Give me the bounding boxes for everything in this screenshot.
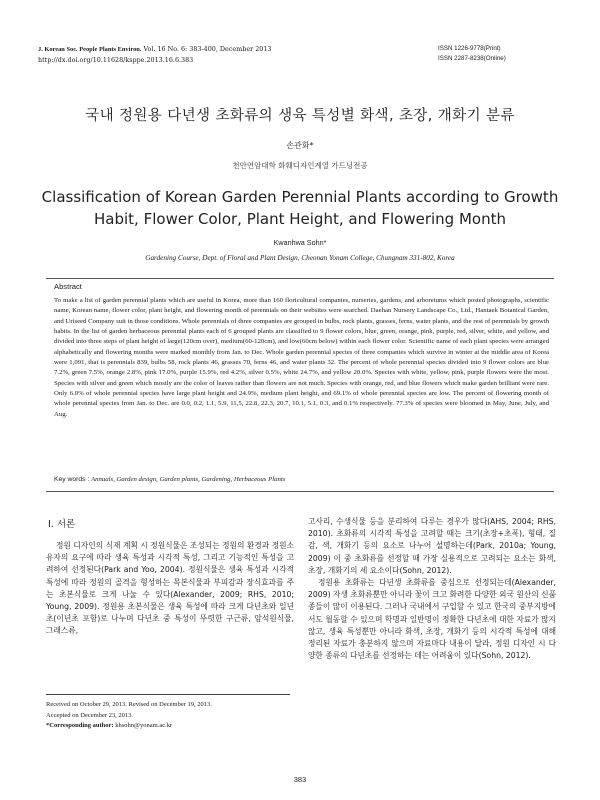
corresponding-email[interactable]: khsohn@yonam.ac.kr — [115, 722, 173, 729]
title-english: Classification of Korean Garden Perennial Plants according to Growth Habit, Flower Color, Plant Height, and Flowering Month — [41, 188, 559, 228]
issn-block — [438, 44, 558, 64]
corresponding-label: *Corresponding author: — [46, 722, 114, 729]
keywords — [54, 476, 549, 483]
abstract-heading: Abstract — [54, 282, 82, 291]
author-english: Kwanhwa Sohn* — [273, 238, 327, 247]
footnote-divider — [46, 694, 290, 695]
issn-online: ISSN 2287-8238(Online) — [438, 55, 506, 62]
affiliation-english: Gardening Course, Dept. of Floral and Plant Design, Cheonan Yonam College, Chungnam 331-802, Korea — [145, 254, 455, 262]
body-column-left — [46, 540, 294, 638]
journal-header — [38, 44, 271, 65]
corresponding-note — [46, 721, 296, 732]
page-number: 383 — [293, 775, 307, 784]
title-korean: 국내 정원용 다년생 초화류의 생육 특성별 화색, 초장, 개화기 분류 — [85, 108, 515, 124]
affiliation-korean: 천안연암대학 화훼디자인계열 가드닝전공 — [232, 161, 368, 170]
body-paragraph: 고사리, 수생식물 등을 분리하여 다루는 경우가 많다(AHS, 2004; RHS, 2010). 초화류의 시각적 특성을 고려할 때는 크기(초장+초폭), 형태, 질감, 색, 개화기 등의 요소로 나누어 설명하는데(Park, 2010a; Young, 2009) 이 중 초화류를 선정할 때 가장 실용적으로 고려되는 요소는 화색, 초장, 개화기의 세 요소이다(Sohn, 2012). — [308, 517, 556, 575]
issn-print: ISSN 1226-9778(Print) — [438, 45, 501, 52]
journal-name: J. Korean Soc. People Plants Environ. — [38, 46, 142, 53]
footnotes — [46, 700, 296, 732]
received-note: Received on October 29, 2013. Revised on December 19, 2013. — [46, 701, 212, 708]
keywords-label: Key words : — [54, 476, 90, 483]
accepted-note: Accepted on December 23, 2013. — [46, 711, 133, 719]
body-paragraph: 정원 디자인의 식재 계획 시 정원식물은 조성되는 정원의 환경과 정원소유자의 요구에 따라 생육 특성과 시각적 특성, 그리고 기능적인 특성을 고려하여 선정된다(Park and Yoo, 2004). 정원식물은 생육 특성과 시각적 특성에 따라 정원의 골격을 형성하는 목본식물과 부피감과 장식효과를 주는 초본식물로 크게 나눌 수 있다(Alexander, 2009; RHS, 2010; Young, 2009). 정원용 초본식물은 생육 특성에 따라 크게 다년초와 일년초(이년초 포함)로 나누며 다년초 중 특성이 뚜렷한 구근류, 암석원식물, 그래스류, — [46, 541, 294, 636]
author-korean: 손관화* — [286, 141, 314, 150]
doi-link[interactable]: http://dx.doi.org/10.11628/ksppe.2013.16.6.383 — [38, 56, 194, 64]
body-paragraph: 정원용 초화류는 다년생 초화류를 중심으로 선정되는데(Alexander, 2009) 자생 초화류뿐만 아니라 꽃이 크고 화려한 다양한 외국 원산의 신품종들이 많이 이용된다. 그러나 국내에서 구입할 수 있고 한국의 중부지방에서도 월동할 수 있으며 학명과 일반명이 정확한 다년초에 대한 자료가 많지 않고, 생육 특성뿐만 아니라 화색, 초장, 개화기 등의 시각적 특성에 대해 정리된 자료가 충분하지 않으며 자료마다 내용이 달라, 정원 디자인 시 다양한 종류의 다년초를 선정하는 데는 어려움이 있다(Sohn, 2012). — [308, 578, 556, 661]
abstract-text: To make a list of garden perennial plants which are useful in Korea, more than 160 floricultural companies, nurseries, gardens, and arboretums which posted photographs, scientific name, Korean name, flower color, plant height, and flowering month of perennials on their websites were searched. Daehan Nursery Landscape Co., Ltd., Hantaek Botanical Garden, and Uriseed Company suit in those conditions. Whole perennials of three companies are grouped in bulbs, rock plants, grasses, ferns, water plants, and the rest of perennials by growth habits. In the list of garden herbaceous perennial plants each of 6 grouped plants are classified to 9 flower colors, blue, green, orange, pink, purple, red, silver, white, and yellow, and divided into three steps of plant height of large(120cm over), medium(60-120cm), and low(60cm below) within each flower color. Scientific name of each plant species were arranged alphabetically and flowering months were marked monthly from Jan. to Dec. Whole garden perennial species of three companies which survive in winter at the middle area of Korea were 1,091, that is perennials 839, bulbs 58, rock plants 46, grasses 70, ferns 46, and water plants 32. The percent of whole perennial species divided into 9 flower colors are blue 7.2%, green 7.5%, orange 2.8%, pink 17.0%, purple 15.9%, red 4.2%, silver 0.5%, white 24.7%, and yellow 20.0%. Species with white, yellow, pink, purple flowers were the most. Species with silver and green which mostly are the color of leaves rather than flowers are not much. Species with orange, red, and blue flowers which make garden brilliant were rare. Only 6.0% of whole perennial species have large plant height and 24.9%, medium plant height, and 69.1% of whole perennial species are low. The percent of flowering month of whole perennial species from Jan. to Dec. are 0.0, 0.2, 1.1, 5.9, 11,5, 22.8, 22.3, 20.7, 10.1, 5.1, 0.3, and 0.1% respectively. 77.3% of species were bloomed in May, June, July, and Aug. — [54, 297, 549, 418]
body-column-right — [308, 516, 556, 662]
section-heading-intro: Ⅰ. 서론 — [48, 519, 76, 530]
volume-info: Vol. 16 No. 6: 383-400, December 2013 — [143, 45, 272, 53]
keywords-value: Annuals, Garden design, Garden plants, Gardening, Herbaceous Plants — [90, 476, 286, 483]
